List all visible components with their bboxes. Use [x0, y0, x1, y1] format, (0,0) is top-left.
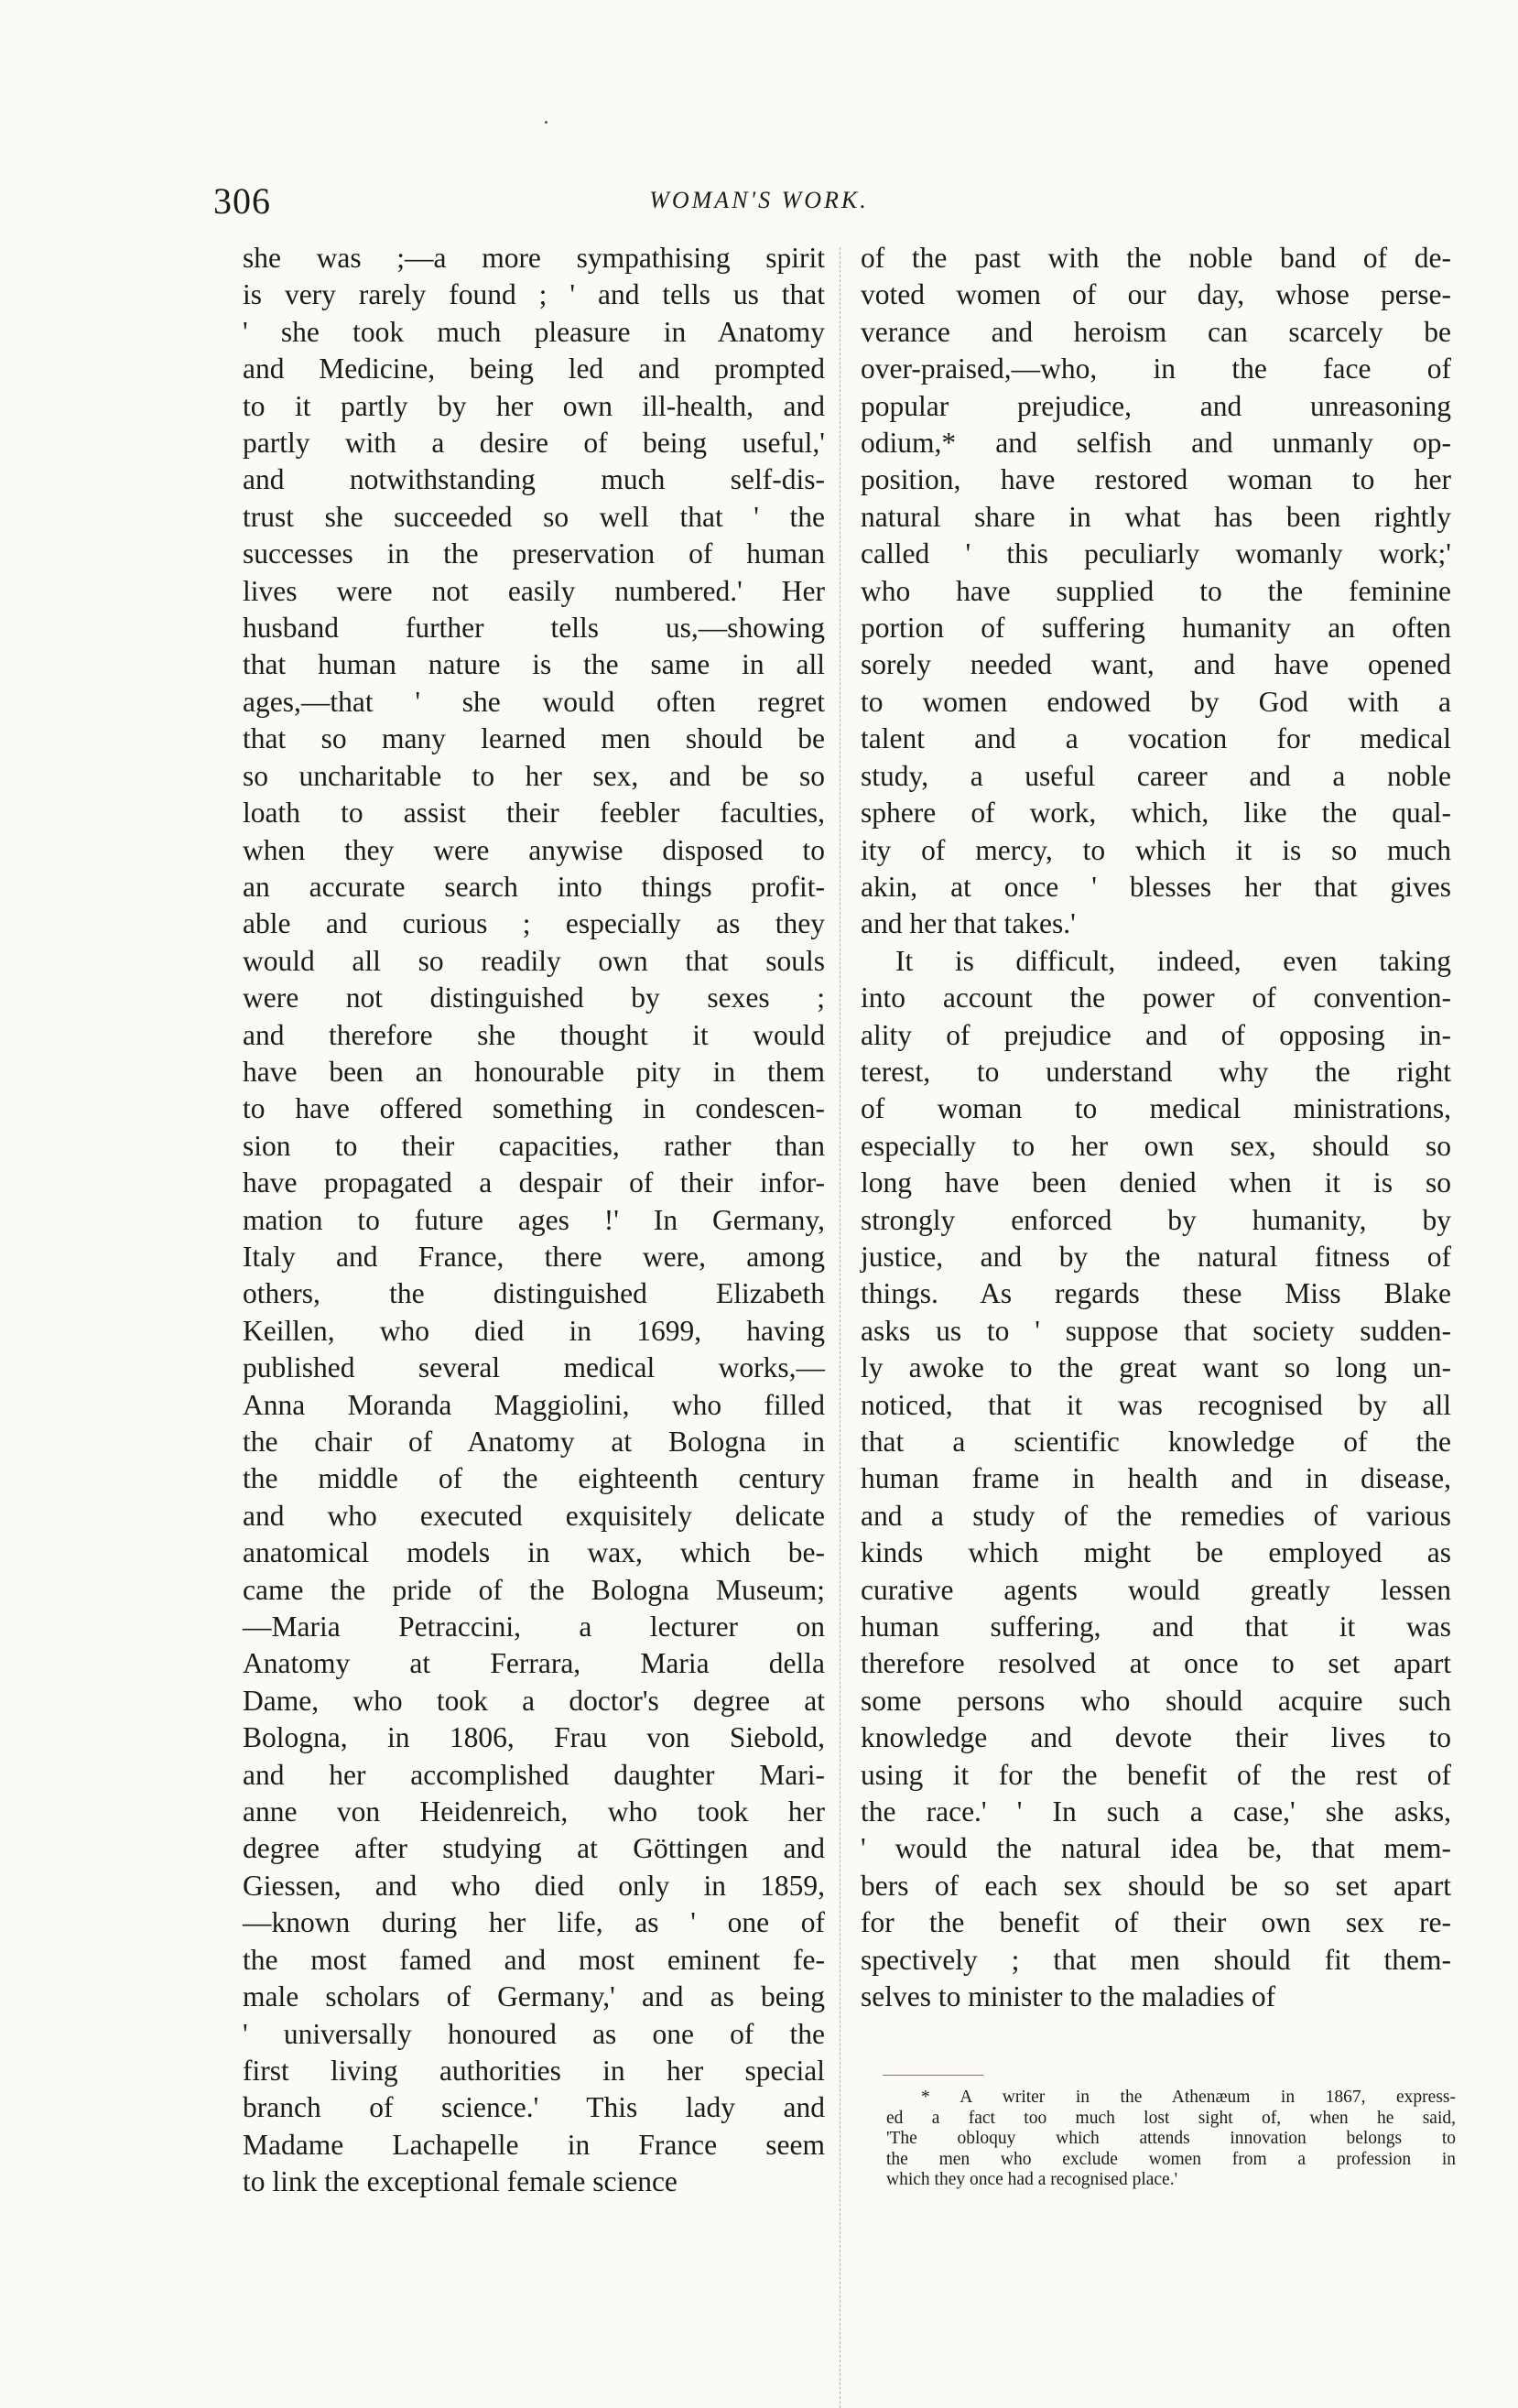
text-line: that a scientific knowledge of the — [861, 1426, 1451, 1458]
text-line: It is difficult, indeed, even taking — [895, 944, 1451, 977]
text-line: voted women of our day, whose perse- — [861, 278, 1451, 311]
text-line: and her that takes.' — [861, 907, 1076, 940]
text-line: male scholars of Germany,' and as being — [243, 1980, 825, 2013]
text-line: some persons who should acquire such — [861, 1684, 1451, 1717]
text-line: able and curious ; especially as they — [243, 907, 825, 940]
text-line: would all so readily own that souls — [243, 944, 825, 977]
text-line: asks us to ' suppose that society sudden- — [861, 1314, 1451, 1347]
text-line: —known during her life, as ' one of — [243, 1906, 825, 1939]
text-line: position, have restored woman to her — [861, 463, 1451, 496]
text-line: using it for the benefit of the rest of — [861, 1758, 1451, 1791]
text-line: is very rarely found ; ' and tells us that — [243, 278, 825, 311]
right-column — [861, 240, 1451, 2016]
text-line: were not distinguished by sexes ; — [243, 982, 825, 1014]
text-line: study, a useful career and a noble — [861, 759, 1451, 792]
page-number: 306 — [213, 180, 271, 222]
text-line: the middle of the eighteenth century — [243, 1462, 825, 1495]
text-line: strongly enforced by humanity, by — [861, 1203, 1451, 1236]
text-line: published several medical works,— — [243, 1351, 825, 1384]
text-line: Keillen, who died in 1699, having — [243, 1314, 825, 1347]
text-line: and her accomplished daughter Mari- — [243, 1758, 825, 1791]
text-line: akin, at once ' blesses her that gives — [861, 870, 1451, 903]
text-line: and a study of the remedies of various — [861, 1499, 1451, 1532]
text-line: husband further tells us,—showing — [243, 612, 825, 645]
footnote-line: the men who exclude women from a profession in — [886, 2149, 1456, 2169]
text-line: verance and heroism can scarcely be — [861, 315, 1451, 348]
text-line: so uncharitable to her sex, and be so — [243, 759, 825, 792]
text-line: called ' this peculiarly womanly work;' — [861, 537, 1451, 570]
text-line: mation to future ages !' In Germany, — [243, 1203, 825, 1236]
text-line: and who executed exquisitely delicate — [243, 1499, 825, 1532]
text-line: Bologna, in 1806, Frau von Siebold, — [243, 1721, 825, 1754]
text-line: especially to her own sex, should so — [861, 1129, 1451, 1162]
text-line: have been an honourable pity in them — [243, 1055, 825, 1088]
text-line: sphere of work, which, like the qual- — [861, 797, 1451, 830]
text-line: to it partly by her own ill-health, and — [243, 389, 825, 422]
text-line: Dame, who took a doctor's degree at — [243, 1684, 825, 1717]
text-line: first living authorities in her special — [243, 2054, 825, 2087]
text-line: and Medicine, being led and prompted — [243, 353, 825, 385]
text-line: ly awoke to the great want so long un- — [861, 1351, 1451, 1384]
text-line: degree after studying at Göttingen and — [243, 1832, 825, 1865]
text-line: curative agents would greatly lessen — [861, 1573, 1451, 1606]
text-line: she was ;—a more sympathising spirit — [243, 242, 825, 274]
text-line: the chair of Anatomy at Bologna in — [243, 1426, 825, 1458]
text-line: Anatomy at Ferrara, Maria della — [243, 1647, 825, 1680]
footnote-rule — [883, 2075, 983, 2076]
text-line: an accurate search into things profit- — [243, 870, 825, 903]
text-line: anne von Heidenreich, who took her — [243, 1795, 825, 1828]
text-line: sion to their capacities, rather than — [243, 1129, 825, 1162]
text-line: for the benefit of their own sex re- — [861, 1906, 1451, 1939]
text-line: of woman to medical ministrations, — [861, 1092, 1451, 1125]
text-line: sorely needed want, and have opened — [861, 648, 1451, 681]
text-line: human suffering, and that it was — [861, 1611, 1451, 1643]
text-line: into account the power of convention- — [861, 982, 1451, 1014]
text-line: ' would the natural idea be, that mem- — [861, 1832, 1451, 1865]
running-head — [0, 179, 1518, 234]
footnote-line: 'The obloquy which attends innovation belongs to — [886, 2129, 1456, 2148]
text-line: ality of prejudice and of opposing in- — [861, 1018, 1451, 1051]
text-line: who have supplied to the feminine — [861, 574, 1451, 607]
text-line: popular prejudice, and unreasoning — [861, 389, 1451, 422]
print-speck — [545, 121, 548, 124]
text-line: ages,—that ' she would often regret — [243, 685, 825, 718]
text-line: natural share in what has been rightly — [861, 500, 1451, 533]
text-line: and therefore she thought it would — [243, 1018, 825, 1051]
text-line: Italy and France, there were, among — [243, 1240, 825, 1273]
text-line: others, the distinguished Elizabeth — [243, 1277, 825, 1310]
text-line: Madame Lachapelle in France seem — [243, 2128, 825, 2161]
text-line: that human nature is the same in all — [243, 648, 825, 681]
text-line: talent and a vocation for medical — [861, 722, 1451, 755]
footnote-line: * A writer in the Athenæum in 1867, express- — [921, 2088, 1456, 2107]
text-line: trust she succeeded so well that ' the — [243, 500, 825, 533]
text-line: that so many learned men should be — [243, 722, 825, 755]
text-line: ' universally honoured as one of the — [243, 2017, 825, 2050]
text-line: lives were not easily numbered.' Her — [243, 574, 825, 607]
text-line: knowledge and devote their lives to — [861, 1721, 1451, 1754]
running-title: WOMAN'S WORK. — [649, 187, 869, 213]
text-line: ity of mercy, to which it is so much — [861, 833, 1451, 866]
text-line: partly with a desire of being useful,' — [243, 427, 825, 460]
text-line: bers of each sex should be so set apart — [861, 1869, 1451, 1902]
text-line: selves to minister to the maladies of — [861, 1980, 1276, 2013]
text-line: the race.' ' In such a case,' she asks, — [861, 1795, 1451, 1828]
text-line: human frame in health and in disease, — [861, 1462, 1451, 1495]
text-line: to link the exceptional female science — [243, 2165, 678, 2198]
text-line: loath to assist their feebler faculties, — [243, 797, 825, 830]
text-line: justice, and by the natural fitness of — [861, 1240, 1451, 1273]
text-line: spectively ; that men should fit them- — [861, 1943, 1451, 1976]
text-line: noticed, that it was recognised by all — [861, 1388, 1451, 1421]
text-line: the most famed and most eminent fe- — [243, 1943, 825, 1976]
text-line: kinds which might be employed as — [861, 1536, 1451, 1569]
text-line: successes in the preservation of human — [243, 537, 825, 570]
text-line: Giessen, and who died only in 1859, — [243, 1869, 825, 1902]
text-line: therefore resolved at once to set apart — [861, 1647, 1451, 1680]
text-line: portion of suffering humanity an often — [861, 612, 1451, 645]
footnote-line: ed a fact too much lost sight of, when he said, — [886, 2108, 1456, 2128]
text-line: long have been denied when it is so — [861, 1166, 1451, 1199]
left-column — [243, 240, 825, 2201]
text-line: Anna Moranda Maggiolini, who filled — [243, 1388, 825, 1421]
footnote-line: which they once had a recognised place.' — [886, 2170, 1178, 2189]
text-line: came the pride of the Bologna Museum; — [243, 1573, 825, 1606]
text-line: terest, to understand why the right — [861, 1055, 1451, 1088]
text-line: branch of science.' This lady and — [243, 2091, 825, 2124]
text-line: when they were anywise disposed to — [243, 833, 825, 866]
text-line: over-praised,—who, in the face of — [861, 353, 1451, 385]
text-line: to have offered something in condescen- — [243, 1092, 825, 1125]
text-line: odium,* and selfish and unmanly op- — [861, 427, 1451, 460]
text-line: things. As regards these Miss Blake — [861, 1277, 1451, 1310]
text-line: ' she took much pleasure in Anatomy — [243, 315, 825, 348]
text-line: have propagated a despair of their infor- — [243, 1166, 825, 1199]
text-line: to women endowed by God with a — [861, 685, 1451, 718]
text-line: —Maria Petraccini, a lecturer on — [243, 1611, 825, 1643]
text-line: anatomical models in wax, which be- — [243, 1536, 825, 1569]
footnote — [886, 2088, 1456, 2191]
text-line: and notwithstanding much self-dis- — [243, 463, 825, 496]
text-line: of the past with the noble band of de- — [861, 242, 1451, 274]
